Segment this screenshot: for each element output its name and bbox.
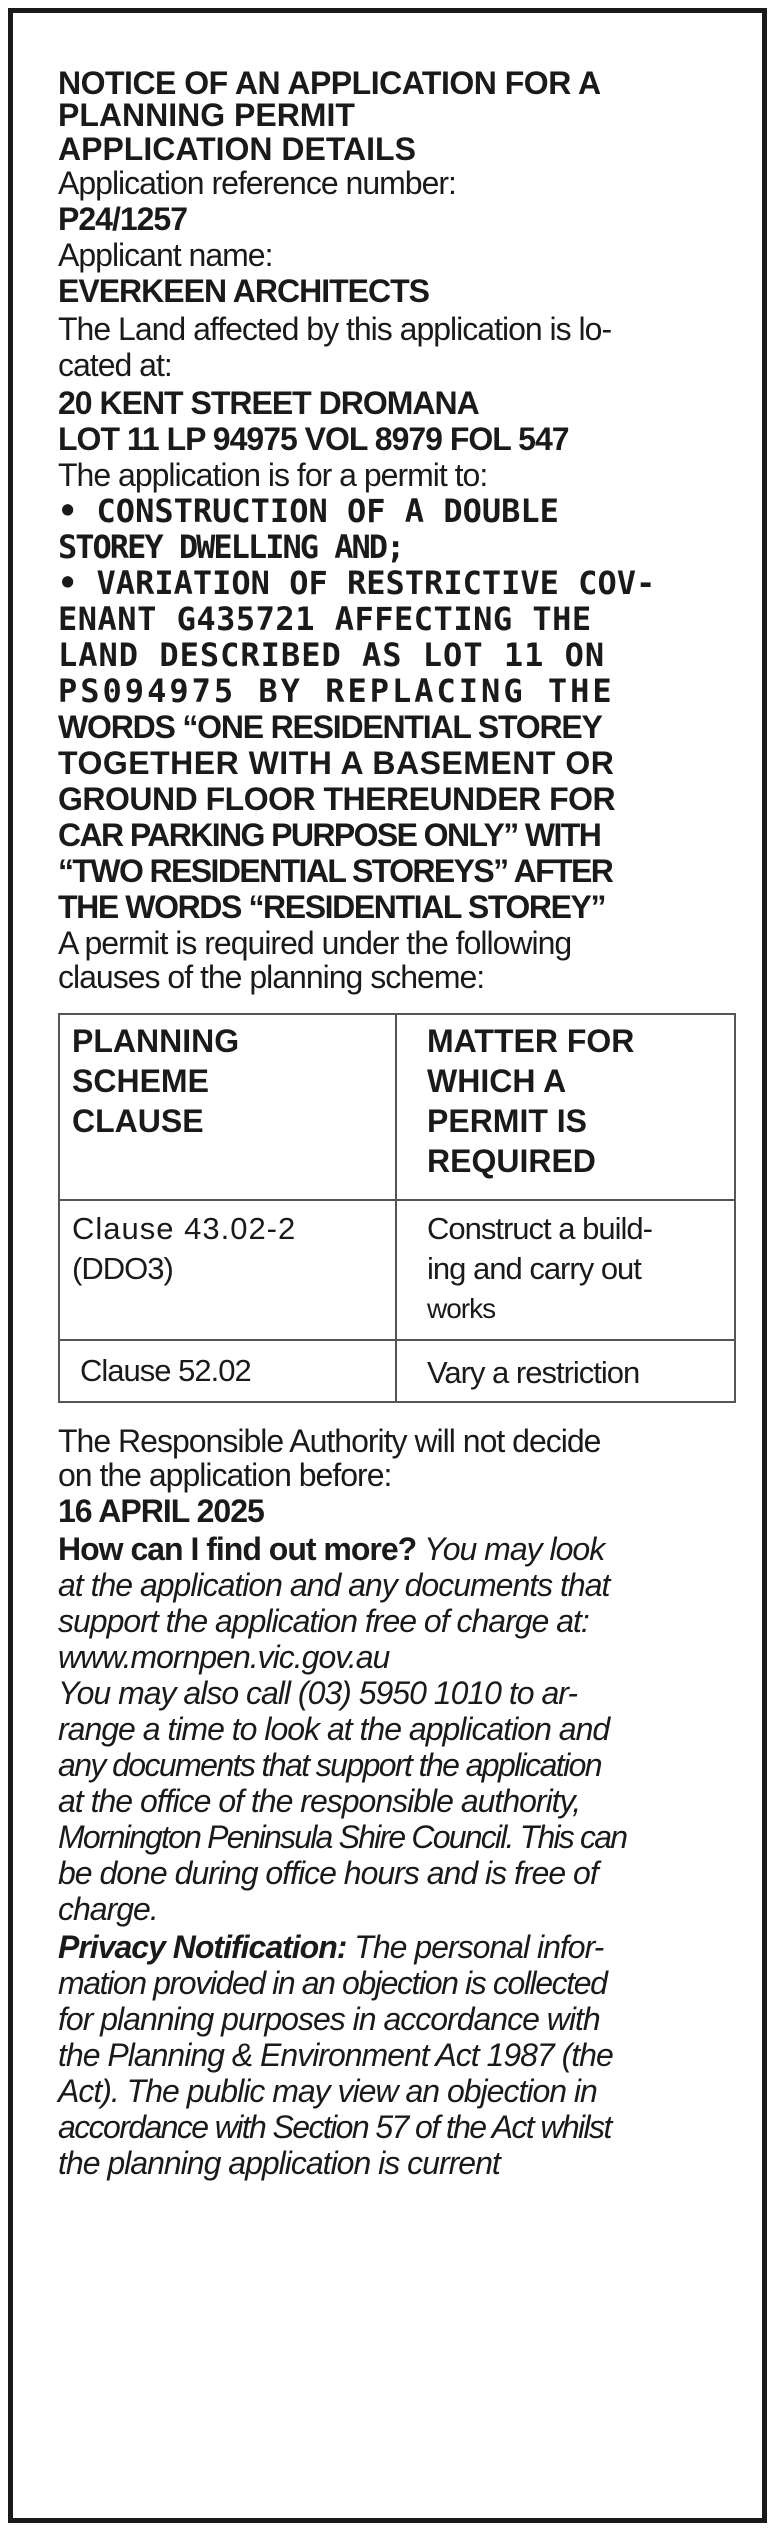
- more-text: You may also call (03) 5950 1010 to ar-: [58, 1675, 577, 1711]
- privacy-text: The personal infor-: [354, 1929, 604, 1965]
- clause-cell: [59, 1200, 396, 1340]
- matter-text: works: [427, 1293, 496, 1324]
- purpose-line: “TWO RESIDENTIAL STOREYS” AFTER: [58, 853, 613, 889]
- decide-line-2: on the application before:: [58, 1457, 392, 1493]
- purpose-block: [58, 491, 720, 927]
- ref-label: Application reference number:: [58, 165, 456, 201]
- address-line-2: LOT 11 LP 94975 VOL 8979 FOL 547: [58, 421, 569, 457]
- more-text: charge.: [58, 1891, 158, 1927]
- required-line-2: clauses of the planning scheme:: [58, 959, 485, 995]
- notice-title-line-2: PLANNING PERMIT: [58, 97, 355, 133]
- planning-scheme-table: [58, 1013, 736, 1403]
- more-text: You may look: [424, 1531, 605, 1567]
- more-text: range a time to look at the application and: [58, 1711, 610, 1747]
- purpose-line: • VARIATION OF RESTRICTIVE COV-: [58, 564, 656, 602]
- purpose-line: STOREY DWELLING AND;: [58, 528, 404, 566]
- more-heading: How can I find out more?: [58, 1531, 417, 1567]
- more-text: at the application and any documents that: [58, 1567, 610, 1603]
- privacy-first-line: [58, 1927, 720, 1967]
- purpose-line: • CONSTRUCTION OF A DOUBLE: [58, 492, 559, 530]
- clause-cell: [59, 1340, 396, 1402]
- land-label-line-1: The Land affected by this application is lo-: [58, 311, 612, 347]
- clause-text: (DDO3): [72, 1251, 173, 1286]
- more-text: support the application free of charge at:: [58, 1603, 589, 1639]
- clause-text: Clause 52.02: [80, 1353, 251, 1388]
- ref-value: P24/1257: [58, 201, 188, 237]
- header-matter-cell: [396, 1014, 735, 1200]
- planning-notice: [8, 8, 767, 2523]
- header-text: SCHEME: [72, 1063, 209, 1099]
- privacy-text: the Planning & Environment Act 1987 (the: [58, 2037, 613, 2073]
- purpose-line: CAR PARKING PURPOSE ONLY” WITH: [58, 817, 601, 853]
- purpose-line: WORDS “ONE RESIDENTIAL STOREY: [58, 709, 602, 745]
- matter-text: Vary a restriction: [427, 1355, 640, 1390]
- more-text: any documents that support the application: [58, 1747, 601, 1783]
- matter-text: Construct a build-: [427, 1211, 652, 1246]
- header-text: MATTER FOR: [427, 1023, 635, 1059]
- more-text: Mornington Peninsula Shire Council. This can: [58, 1819, 627, 1855]
- address-line-1: 20 KENT STREET DROMANA: [58, 385, 479, 421]
- purpose-line: TOGETHER WITH A BASEMENT OR: [58, 745, 615, 781]
- privacy-text: the planning application is current: [58, 2145, 500, 2181]
- table-row: [59, 1340, 735, 1402]
- website-link[interactable]: www.mornpen.vic.gov.au: [58, 1639, 390, 1675]
- header-text: WHICH A: [427, 1063, 567, 1099]
- privacy-text: Act). The public may view an objection in: [58, 2073, 597, 2109]
- section-heading: APPLICATION DETAILS: [58, 131, 416, 167]
- applicant-value: EVERKEEN ARCHITECTS: [58, 273, 429, 309]
- notice-title-line-1: NOTICE OF AN APPLICATION FOR A: [58, 65, 601, 101]
- table-row: [59, 1200, 735, 1340]
- header-text: CLAUSE: [72, 1103, 204, 1139]
- header-text: PLANNING: [72, 1023, 240, 1059]
- more-text: at the office of the responsible authority,: [58, 1783, 581, 1819]
- header-text: REQUIRED: [427, 1143, 596, 1179]
- applicant-label: Applicant name:: [58, 237, 273, 273]
- more-text: be done during office hours and is free of: [58, 1855, 598, 1891]
- privacy-text: for planning purposes in accordance with: [58, 2001, 600, 2037]
- table-header-row: [59, 1014, 735, 1200]
- purpose-line: THE WORDS “RESIDENTIAL STOREY”: [58, 889, 606, 925]
- matter-cell: [396, 1340, 735, 1402]
- required-line-1: A permit is required under the following: [58, 925, 572, 961]
- matter-text: ing and carry out: [427, 1251, 641, 1286]
- matter-cell: [396, 1200, 735, 1340]
- land-label-line-2: cated at:: [58, 347, 172, 383]
- privacy-heading: Privacy Notification:: [58, 1929, 347, 1965]
- permit-for-label: The application is for a permit to:: [58, 457, 488, 493]
- purpose-line: LAND DESCRIBED AS LOT 11 ON: [58, 636, 606, 674]
- purpose-line: PS094975 BY REPLACING THE: [58, 672, 615, 710]
- more-first-line: [58, 1529, 720, 1569]
- purpose-line: ENANT G435721 AFFECTING THE: [58, 600, 592, 638]
- decide-line-1: The Responsible Authority will not decide: [58, 1423, 601, 1459]
- header-clause-cell: [59, 1014, 396, 1200]
- privacy-text: mation provided in an objection is collected: [58, 1965, 607, 2001]
- privacy-text: accordance with Section 57 of the Act whilst: [58, 2109, 611, 2145]
- purpose-line: GROUND FLOOR THEREUNDER FOR: [58, 781, 616, 817]
- decide-date: 16 APRIL 2025: [58, 1493, 264, 1529]
- clause-text: Clause 43.02-2: [72, 1211, 297, 1246]
- header-text: PERMIT IS: [427, 1103, 588, 1139]
